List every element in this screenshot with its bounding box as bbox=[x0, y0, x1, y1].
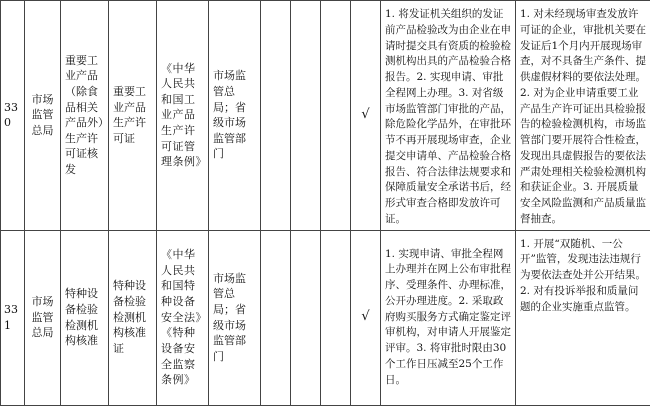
approval-authority-cell: 市场监管总局；省级市场监管部门 bbox=[209, 230, 261, 405]
reform-measures-cell: 1. 实现申请、审批全程网上办理并在网上公布审批程序、受理条件、办理标准，公开办理进度。2. 采取政府购买服务方式确定鉴定评审机构，对申请人开展鉴定评审。3. 将审批时限由30个工作日压减至25个工作日。 bbox=[381, 230, 516, 405]
reform-mode-check-mark: √ bbox=[351, 230, 381, 405]
item-name-cell: 特种设备检验检测机构核准 bbox=[61, 230, 109, 405]
reform-mode-cell-3 bbox=[321, 1, 351, 231]
reform-mode-cell-2 bbox=[291, 230, 321, 405]
table-row bbox=[1, 1, 650, 231]
supervision-measures-cell: 1. 开展“双随机、一公开”监管，发现违法违规行为要依法查处并公开结果。2. 对有投诉举报和质量问题的企业实施重点监管。 bbox=[516, 230, 650, 405]
reform-mode-cell-1 bbox=[261, 230, 291, 405]
row-number: 331 bbox=[1, 230, 25, 405]
reform-mode-cell-2 bbox=[291, 1, 321, 231]
item-name-cell: 重要工业产品（除食品相关产品外）生产许可证核发 bbox=[61, 1, 109, 231]
reform-measures-cell: 1. 将发证机关组织的发证前产品检验改为由企业在申请时提交具有资质的检验检测机构出具的产品检验合格报告。2. 实现申请、审批全程网上办理。3. 对省级市场监管部门审批的产品，除危险化学品外，在审批环节不再开展现场审查，企业提交申请单、产品检验合格报告、符合法律法规要求和保障质量安全承诺书后，经形式审查合格即发放许可证。 bbox=[381, 1, 516, 231]
table-row bbox=[1, 230, 650, 405]
legal-basis-cell: 《中华人民共和国工业产品生产许可证管理条例》 bbox=[157, 1, 209, 231]
department-cell: 市场监管总局 bbox=[25, 1, 61, 231]
reform-mode-check-mark: √ bbox=[351, 1, 381, 231]
reform-mode-cell-1 bbox=[261, 1, 291, 231]
reform-mode-cell-3 bbox=[321, 230, 351, 405]
approval-authority-cell: 市场监管总局；省级市场监管部门 bbox=[209, 1, 261, 231]
legal-basis-cell: 《中华人民共和国特种设备安全法》《特种设备安全监察条例》 bbox=[157, 230, 209, 405]
row-number: 330 bbox=[1, 1, 25, 231]
license-name-cell: 重要工业产品生产许可证 bbox=[109, 1, 157, 231]
supervision-measures-cell: 1. 对未经现场审查发放许可证的企业，审批机关要在发证后1个月内开展现场审查，对不具备生产条件、提供虚假材料的要依法处理。2. 对为企业申请重要工业产品生产许可证出具检验报告的检验检测机构，市场监管部门要开展符合性检查，发现出具虚假报告的要依法严肃处理相关检验检测机构和获证企业。3. 开展质量安全风险监测和产品质量监督抽查。 bbox=[516, 1, 650, 231]
license-name-cell: 特种设备检验检测机构核准证 bbox=[109, 230, 157, 405]
department-cell: 市场监管总局 bbox=[25, 230, 61, 405]
